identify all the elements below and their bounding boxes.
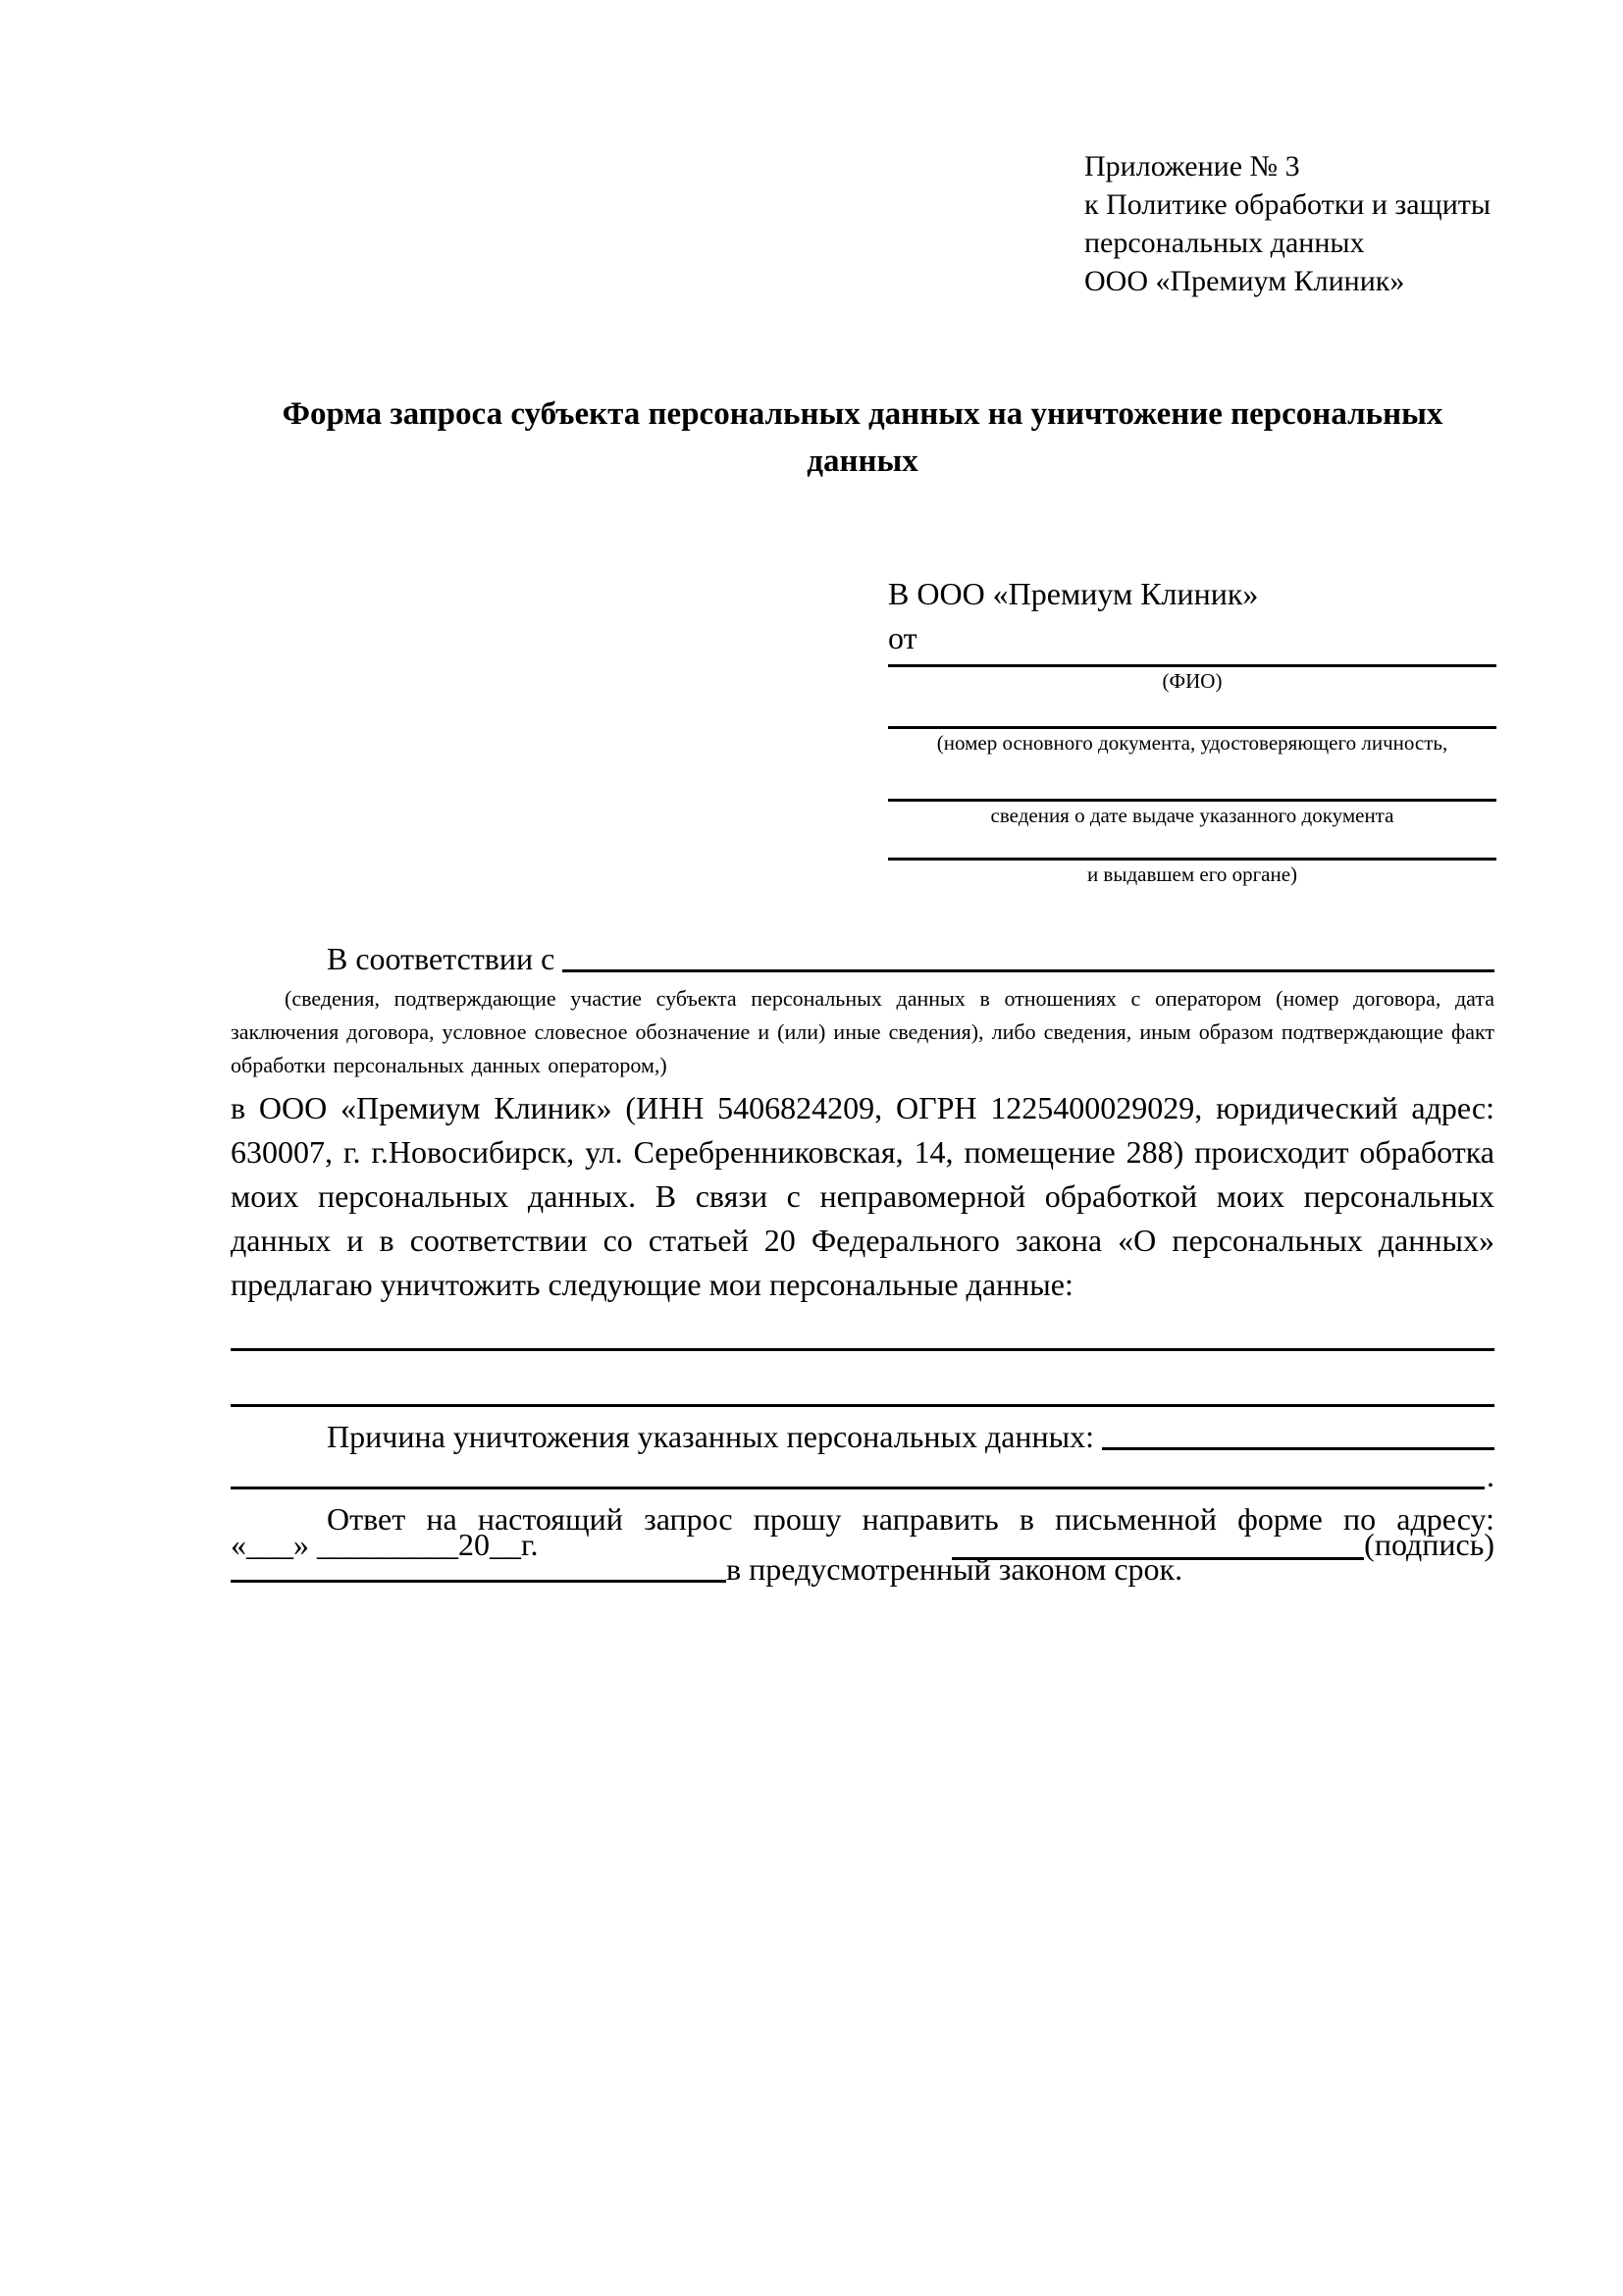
annex-line: ООО «Премиум Клиник» [1084, 265, 1405, 297]
blank-rule [231, 1487, 1485, 1489]
main-paragraph: в ООО «Премиум Клиник» (ИНН 5406824209, ОГРН 1225400029029, юридический адрес: 630007, г. г.Новосибирск, ул. Серебренниковская, 14, помещение 288) происходит обработка моих персональных данных. В связи с неправомерной обработкой моих персональных данных и в соответствии со статьей 20 Федерального закона «О персональных данных» предлагаю уничтожить следующие мои персональные данные: [231, 1090, 1494, 1302]
blank-rule [231, 1580, 726, 1583]
response-request: Ответ на настоящий запрос прошу направить в письменной форме по адресу: [327, 1501, 1494, 1537]
accordance-row [231, 932, 1494, 977]
blank-field-fio [888, 664, 1496, 694]
blank-rule [888, 799, 1496, 802]
annex-line: к Политике обработки и защиты [1084, 188, 1492, 221]
document-title: Форма запроса субъекта персональных данных на уничтожение персональных данных [282, 396, 1443, 479]
blank-field-document-number [888, 726, 1496, 756]
blank-rule [888, 664, 1496, 667]
date-line: «___» _________20__г. [231, 1527, 539, 1562]
signature-caption: (подпись) [1364, 1527, 1494, 1562]
accordance-note: (сведения, подтверждающие участие субъекта персональных данных в отношениях с оператором (номер договора, дата заключения договора, условное словесное обозначение и (или) иные сведения), либо сведения, иным образом подтверждающие факт обработки персональных данных оператором,) [231, 986, 1494, 1077]
reason-continuation-row [231, 1455, 1494, 1494]
recipient-to: В ООО «Премиум Клиник» [888, 576, 1259, 611]
blank-field-issue-date [888, 799, 1496, 828]
response-suffix: в предусмотренный законом срок. [726, 1551, 1183, 1587]
blank-rule [1102, 1447, 1494, 1450]
accordance-label: В соответствии с [327, 941, 555, 976]
field-caption: сведения о дате выдаче указанного документа [990, 804, 1394, 827]
field-caption: (номер основного документа, удостоверяющего личность, [936, 731, 1448, 755]
annex-line: персональных данных [1084, 227, 1365, 259]
line-period: . [1487, 1458, 1494, 1493]
reason-label: Причина уничтожения указанных персональных данных: [327, 1419, 1095, 1454]
signature-area [952, 1523, 1494, 1567]
annex-header [1084, 147, 1506, 300]
signature-rule [952, 1557, 1364, 1560]
recipient-from: от [888, 620, 917, 655]
body-block [231, 932, 1494, 1588]
blank-rule [231, 1307, 1494, 1351]
recipient-block [888, 572, 1496, 887]
date-signature-row [231, 1523, 1494, 1567]
annex-line: Приложение № 3 [1084, 150, 1300, 183]
blank-rule [888, 726, 1496, 729]
field-caption: и выдавшем его органе) [1086, 862, 1298, 886]
blank-rule [888, 858, 1496, 861]
blank-field-issuing-authority [888, 858, 1496, 887]
reason-row [231, 1407, 1494, 1455]
field-caption: (ФИО) [1162, 669, 1223, 693]
blank-rule [231, 1351, 1494, 1407]
blank-rule [562, 969, 1494, 972]
